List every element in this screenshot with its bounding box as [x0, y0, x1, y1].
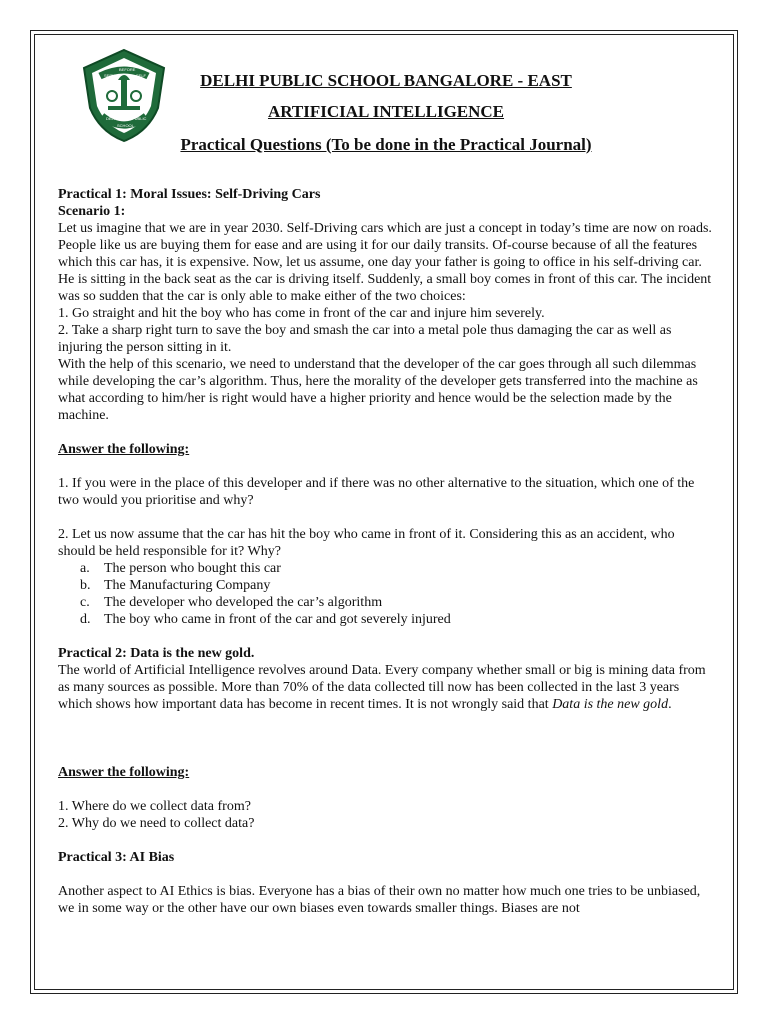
option-d: d. The boy who came in front of the car and got severely injured	[80, 612, 451, 627]
choice-1: 1. Go straight and hit the boy who has come in front of the car and injure him severely.	[58, 306, 545, 321]
data-question-2: 2. Why do we need to collect data?	[58, 816, 255, 831]
svg-text:DELHI: DELHI	[106, 116, 118, 121]
practical2-title: Practical 2: Data is the new gold.	[58, 646, 255, 661]
option-b: b. The Manufacturing Company	[80, 578, 271, 593]
svg-text:BEFORE: BEFORE	[119, 67, 136, 72]
svg-text:PUBLIC: PUBLIC	[132, 116, 147, 121]
document-body	[58, 186, 714, 917]
question-2: 2. Let us now assume that the car has hit the boy who came in front of it. Considering this as an accident, who should be held responsible for it? Why?	[58, 527, 675, 559]
svg-text:SCHOOL: SCHOOL	[117, 123, 134, 128]
data-question-1: 1. Where do we collect data from?	[58, 799, 251, 814]
answer-heading-2: Answer the following:	[58, 765, 190, 780]
school-name: DELHI PUBLIC SCHOOL BANGALORE - EAST	[200, 71, 572, 90]
practical3-body: Another aspect to AI Ethics is bias. Everyone has a bias of their own no matter how much one tries to be unbiased, we in some way or the other have our own biases even towards smaller things. Biases are not	[58, 884, 701, 916]
page-subtitle: Practical Questions (To be done in the Practical Journal)	[180, 135, 592, 154]
practical1-title: Practical 1: Moral Issues: Self-Driving Cars	[58, 187, 321, 202]
choice-2: 2. Take a sharp right turn to save the boy and smash the car into a metal pole thus damaging the car as well as injuring the person sitting in it.	[58, 323, 672, 355]
svg-text:SERVICE: SERVICE	[104, 73, 122, 78]
svg-text:SELF: SELF	[136, 73, 147, 78]
practical2-body: The world of Artificial Intelligence revolves around Data. Every company whether small or big is mining data from as many sources as possible. More than 70% of the data collected till now has been collected in the last 3 years which shows how important data has become in recent times. It is not wrongly said that Data is the new gold.	[58, 663, 706, 712]
practical1-body-2: With the help of this scenario, we need to understand that the developer of the car goes through all such dilemmas while developing the car’s algorithm. Thus, here the morality of the developer gets transferred into the machine as what according to him/her is right would have a higher priority and hence would be the selection made by the machine.	[58, 357, 698, 423]
practical3-title: Practical 3: AI Bias	[58, 850, 175, 865]
option-a: a. The person who bought this car	[80, 561, 281, 576]
option-c: c. The developer who developed the car’s algorithm	[80, 595, 383, 610]
question-1: 1. If you were in the place of this developer and if there was no other alternative to the situation, which one of the two would you prioritise and why?	[58, 476, 695, 508]
school-logo-icon	[78, 46, 170, 144]
scenario-heading: Scenario 1:	[58, 204, 126, 219]
practical1-body: Let us imagine that we are in year 2030. Self-Driving cars which are just a concept in today’s time are now on roads. People like us are buying them for ease and are using it for our daily transits. Of-course because of all the features which this car has, it is expensive. Now, let us assume, one day your father is going to office in his self-driving car. He is sitting in the back seat as the car is driving itself. Suddenly, a small boy comes in front of this car. The incident was so sudden that the car is only able to make either of the two choices:	[58, 221, 712, 304]
answer-heading-1: Answer the following:	[58, 442, 190, 457]
subject-title: ARTIFICIAL INTELLIGENCE	[267, 102, 505, 121]
